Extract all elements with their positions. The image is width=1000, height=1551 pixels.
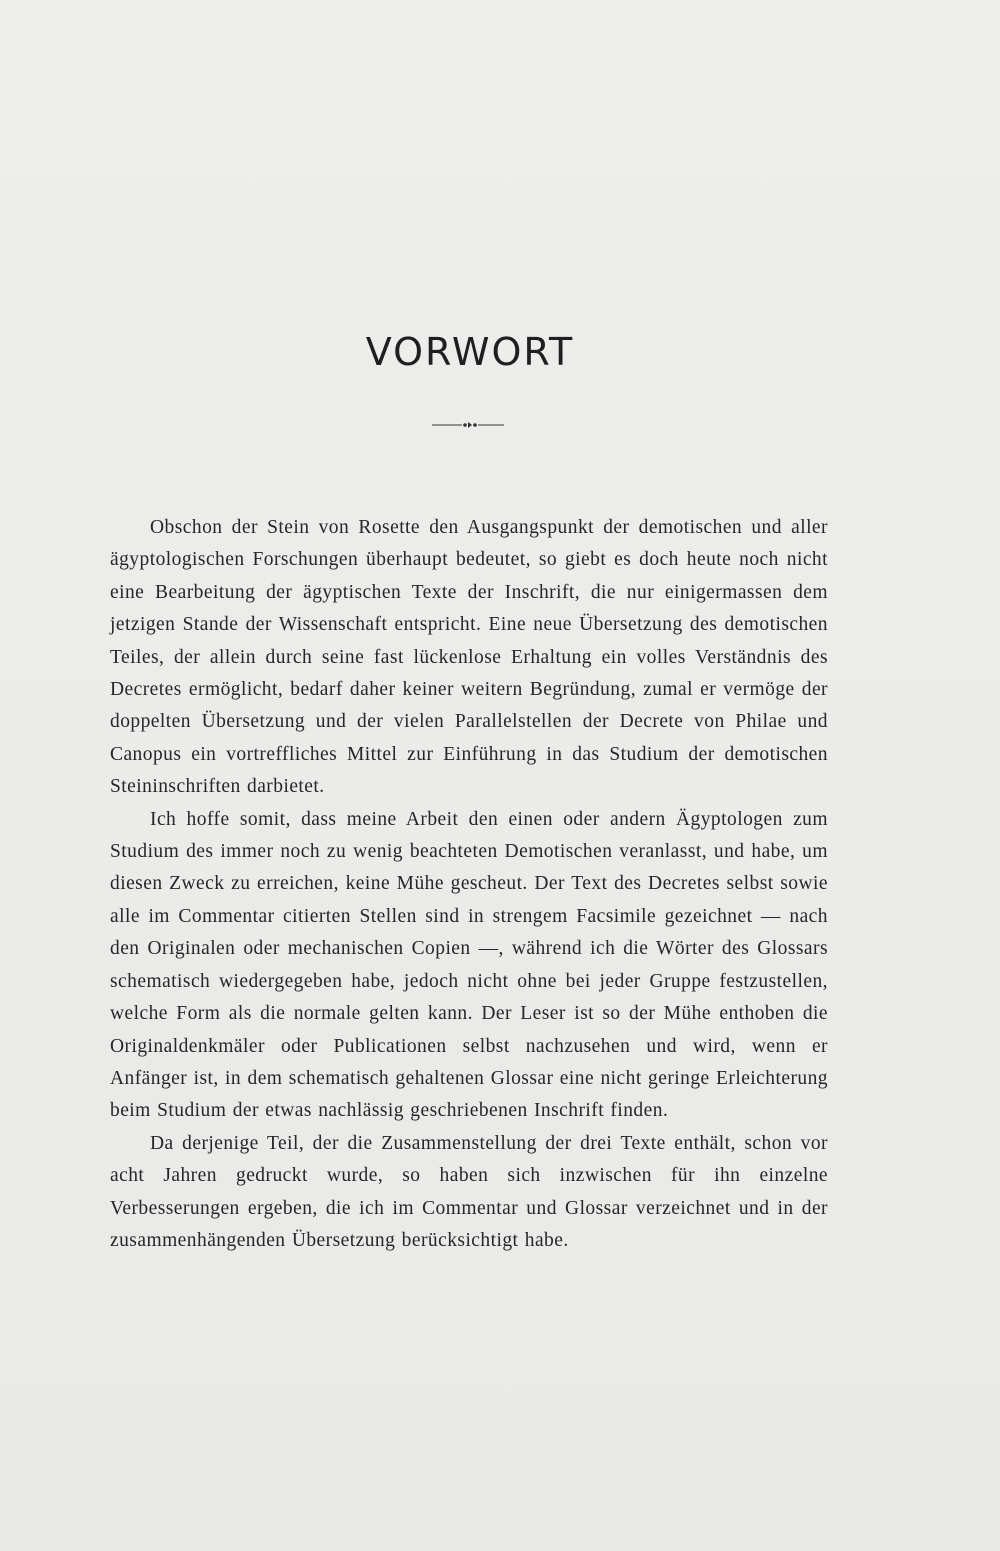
paragraph-2: Ich hoffe somit, dass meine Arbeit den einen oder andern Ägyptologen zum Studium des immer noch zu wenig beachteten Demotischen veranlasst, und habe, um diesen Zweck zu erreichen, keine Mühe gescheut. Der Text des Decretes selbst sowie alle im Commentar citierten Stellen sind in strengem Facsimile gezeichnet — nach den Originalen oder mechanischen Copien —, während ich die Wörter des Glossars schematisch wiedergegeben habe, jedoch nicht ohne bei jeder Gruppe festzustellen, welche Form als die normale gelten kann. Der Leser ist so der Mühe enthoben die Originaldenkmäler oder Publicationen selbst nachzusehen und wird, wenn er Anfänger ist, in dem schematisch gehaltenen Glossar eine nicht geringe Erleichterung beim Studium der etwas nachlässig geschriebenen Inschrift finden.: [110, 808, 828, 1122]
body-text: [110, 512, 828, 1257]
page-title: VORWORT: [365, 330, 575, 374]
paragraph-1: Obschon der Stein von Rosette den Ausgangspunkt der demotischen und aller ägyptologischen Forschungen überhaupt bedeutet, so giebt es doch heute noch nicht eine Bearbeitung der ägyptischen Texte der Inschrift, die nur einigermassen dem jetzigen Stande der Wissenschaft entspricht. Eine neue Übersetzung des demotischen Teiles, der allein durch seine fast lückenlose Erhaltung ein volles Verständnis des Decretes ermöglicht, bedarf daher keiner weitern Begründung, zumal er vermöge der doppelten Übersetzung und der vielen Parallelstellen der Decrete von Philae und Canopus ein vortreffliches Mittel zur Einführung in das Studium der demotischen Steininschriften darbietet.: [110, 517, 828, 798]
paragraph-3: Da derjenige Teil, der die Zusammenstellung der drei Texte enthält, schon vor acht Jahren gedruckt wurde, so haben sich inzwischen für ihn einzelne Verbesserungen ergeben, die ich im Commentar und Glossar verzeichnet und in der zusammenhängenden Übersetzung berücksichtigt habe.: [110, 1132, 828, 1251]
title-ornament-divider: [432, 418, 504, 432]
